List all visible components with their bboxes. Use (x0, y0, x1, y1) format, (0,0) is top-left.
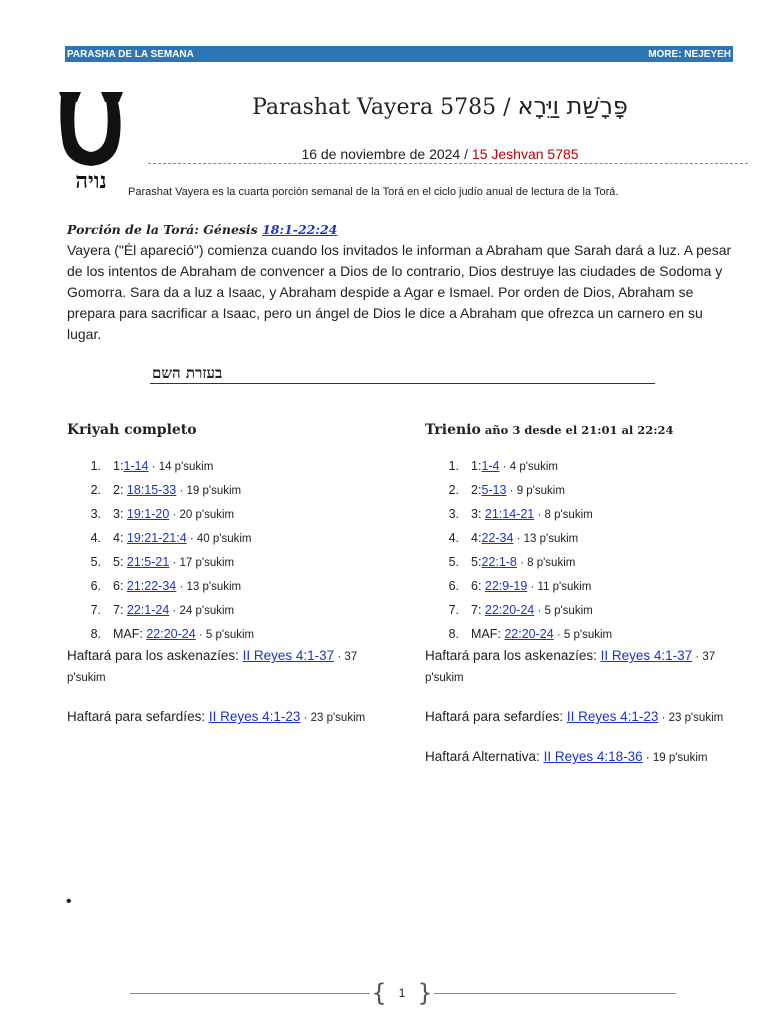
haftarah-label: Haftará para los askenazíes: (425, 648, 601, 663)
haftarah-count: · 23 p'sukim (300, 712, 366, 724)
portion-ref-link[interactable]: 18:1-22:24 (262, 222, 338, 237)
aliyah-ref-link[interactable]: 22:20-24 (504, 627, 554, 641)
aliyah-count: · 13 p'sukim (176, 581, 242, 593)
haftarah-label: Haftará para sefardíes: (67, 709, 209, 724)
aliyah-ref-link[interactable]: 1-4 (481, 459, 500, 473)
footer-line-left (130, 993, 370, 994)
portion-label: Porción de la Torá: Génesis (67, 222, 263, 237)
aliyah-count: · 13 p'sukim (513, 533, 579, 545)
aliyah-prefix: MAF: (113, 627, 147, 641)
kriyah-column (67, 422, 387, 728)
aliyah-count: · 17 p'sukim (169, 557, 235, 569)
bezrat-text: בעזרת השם (152, 364, 223, 382)
aliyah-item (67, 526, 387, 550)
aliyah-item (425, 526, 745, 550)
aliyah-number: 8. (448, 627, 459, 641)
aliyah-ref-link[interactable]: 21:22-34 (126, 579, 177, 593)
aliyah-prefix: 3: (113, 507, 127, 521)
aliyah-ref-link[interactable]: 1-14 (123, 459, 149, 473)
aliyah-number: 4. (448, 531, 459, 545)
aliyah-item (67, 454, 387, 478)
aliyah-ref-link[interactable]: 5-13 (481, 483, 507, 497)
aliyah-number: 7. (90, 603, 101, 617)
aliyah-item (425, 622, 745, 646)
aliyah-prefix: 5: (471, 555, 482, 569)
right-brace-icon: } (417, 979, 433, 1007)
aliyah-prefix: 7: (471, 603, 485, 617)
svg-text:ה: ה (84, 124, 98, 150)
aliyah-count: · 24 p'sukim (169, 605, 235, 617)
trienio-title: Trienio (425, 422, 481, 438)
haftarah-label: Haftará para los askenazíes: (67, 648, 243, 663)
torah-portion (67, 219, 737, 345)
aliyah-prefix: MAF: (471, 627, 505, 641)
aliyah-ref-link[interactable]: 22-34 (481, 531, 514, 545)
aliyah-count: · 19 p'sukim (176, 485, 242, 497)
trienio-haftarot (425, 646, 745, 768)
aliyah-number: 3. (90, 507, 101, 521)
aliyah-prefix: 7: (113, 603, 127, 617)
aliyah-number: 8. (90, 627, 101, 641)
footer-line-right (434, 993, 676, 994)
haftarah-line (425, 646, 745, 688)
aliyah-item (425, 574, 745, 598)
date-separator: / (460, 146, 472, 162)
trienio-heading (425, 422, 745, 438)
haftarah-label: Haftará Alternativa: (425, 749, 544, 764)
aliyah-count: · 20 p'sukim (169, 509, 235, 521)
dotted-divider (148, 163, 748, 164)
bezrat-hashem-heading (150, 364, 655, 384)
haftarah-ref-link[interactable]: II Reyes 4:1-37 (600, 648, 693, 663)
aliyah-prefix: 4: (471, 531, 482, 545)
aliyah-number: 2. (448, 483, 459, 497)
aliyah-number: 5. (448, 555, 459, 569)
aliyah-prefix: 6: (471, 579, 485, 593)
haftarah-line (425, 707, 745, 728)
aliyah-prefix: 1: (113, 459, 124, 473)
aliyah-prefix: 2: (113, 483, 127, 497)
kriyah-haftarot (67, 646, 387, 728)
aliyah-ref-link[interactable]: 19:21-21:4 (126, 531, 187, 545)
aliyah-ref-link[interactable]: 22:20-24 (146, 627, 196, 641)
header-left: PARASHA DE LA SEMANA (67, 48, 194, 60)
aliyah-ref-link[interactable]: 21:14-21 (484, 507, 535, 521)
aliyah-ref-link[interactable]: 22:1-8 (481, 555, 517, 569)
page-number (366, 978, 438, 1008)
haftarah-line (67, 707, 387, 728)
trienio-subtitle: año 3 desde el 21:01 al 22:24 (480, 423, 674, 437)
aliyah-count: · 8 p'sukim (534, 509, 593, 521)
haftarah-count: · 23 p'sukim (658, 712, 724, 724)
aliyah-count: · 4 p'sukim (499, 461, 558, 473)
header-bar (65, 46, 733, 62)
haftarah-ref-link[interactable]: II Reyes 4:1-23 (566, 709, 659, 724)
aliyah-number: 3. (448, 507, 459, 521)
haftarah-count: · 37 p'sukim (67, 651, 358, 684)
kriyah-title: Kriyah completo (67, 422, 197, 438)
aliyah-ref-link[interactable]: 22:1-24 (126, 603, 170, 617)
aliyah-item (425, 598, 745, 622)
aliyah-ref-link[interactable]: 21:5-21 (126, 555, 170, 569)
aliyah-item (67, 478, 387, 502)
title-main: Parashat Vayera 5785 / (252, 95, 518, 120)
aliyah-count: · 5 p'sukim (195, 629, 255, 641)
aliyah-number: 2. (90, 483, 101, 497)
page-number-text: 1 (398, 986, 406, 1000)
aliyah-item (67, 550, 387, 574)
aliyah-count: · 40 p'sukim (186, 533, 252, 545)
aliyah-number: 5. (90, 555, 101, 569)
aliyah-item (425, 454, 745, 478)
haftarah-line (67, 646, 387, 688)
title-hebrew: פָּרָשַׁת וַיֵּרָא (517, 92, 628, 120)
aliyah-item (425, 502, 745, 526)
aliyah-count: · 5 p'sukim (553, 629, 613, 641)
aliyah-count: · 11 p'sukim (527, 581, 592, 593)
kriyah-list (67, 454, 387, 646)
aliyah-item (425, 550, 745, 574)
hebrew-date: 15 Jeshvan 5785 (471, 146, 579, 162)
haftarah-count: · 19 p'sukim (642, 752, 708, 764)
intro-text: Parashat Vayera es la cuarta porción semanal de la Torá en el ciclo judío anual de lectura de la Torá. (128, 186, 619, 198)
portion-summary: Vayera ("Él apareció") comienza cuando los invitados le informan a Abraham que Sarah dará a luz. A pesar de los intentos de Abraham de convencer a Dios de lo contrario, Dios destruye las ciudades de Sodoma y Gomorra. Sara da a luz a Isaac, y Abraham despide a Agar e Ismael. Por orden de Dios, Abraham se prepara para sacrificar a Isaac, pero un ángel de Dios le dice a Abraham que ofrezca un carnero en su lugar. (67, 242, 732, 342)
aliyah-ref-link[interactable]: 19:1-20 (126, 507, 170, 521)
empty-bullet: • (66, 893, 72, 910)
svg-text:נויה: נויה (75, 168, 107, 194)
aliyah-count: · 8 p'sukim (516, 557, 576, 569)
left-brace-icon: { (371, 979, 387, 1007)
aliyah-item (425, 478, 745, 502)
aliyah-prefix: 2: (471, 483, 482, 497)
aliyah-number: 4. (90, 531, 101, 545)
aliyah-number: 6. (90, 579, 101, 593)
aliyah-number: 6. (448, 579, 459, 593)
haftarah-ref-link[interactable]: II Reyes 4:18-36 (543, 749, 643, 764)
haftarah-count: · 37 p'sukim (425, 651, 716, 684)
aliyah-count: · 5 p'sukim (534, 605, 593, 617)
aliyah-item (67, 598, 387, 622)
aliyah-count: · 14 p'sukim (148, 461, 214, 473)
aliyah-item (67, 622, 387, 646)
aliyah-item (67, 502, 387, 526)
aliyah-prefix: 5: (113, 555, 127, 569)
aliyah-number: 1. (90, 459, 101, 473)
haftarah-ref-link[interactable]: II Reyes 4:1-37 (242, 648, 335, 663)
hebrew-letters-logo-icon (55, 92, 127, 196)
aliyah-ref-link[interactable]: 18:15-33 (126, 483, 177, 497)
haftarah-label: Haftará para sefardíes: (425, 709, 567, 724)
haftarah-line (425, 747, 745, 768)
trienio-list (425, 454, 745, 646)
trienio-column (425, 422, 745, 768)
date-line (150, 146, 730, 162)
aliyah-prefix: 1: (471, 459, 482, 473)
aliyah-ref-link[interactable]: 22:9-19 (484, 579, 528, 593)
aliyah-ref-link[interactable]: 22:20-24 (484, 603, 535, 617)
aliyah-number: 1. (448, 459, 459, 473)
page-title (150, 92, 730, 120)
header-right: MORE: NEJEYEH (648, 48, 731, 60)
aliyah-count: · 9 p'sukim (506, 485, 565, 497)
aliyah-prefix: 6: (113, 579, 127, 593)
aliyah-item (67, 574, 387, 598)
aliyah-number: 7. (448, 603, 459, 617)
aliyah-prefix: 3: (471, 507, 485, 521)
gregorian-date: 16 de noviembre de 2024 (301, 146, 461, 162)
haftarah-ref-link[interactable]: II Reyes 4:1-23 (208, 709, 301, 724)
aliyah-prefix: 4: (113, 531, 127, 545)
